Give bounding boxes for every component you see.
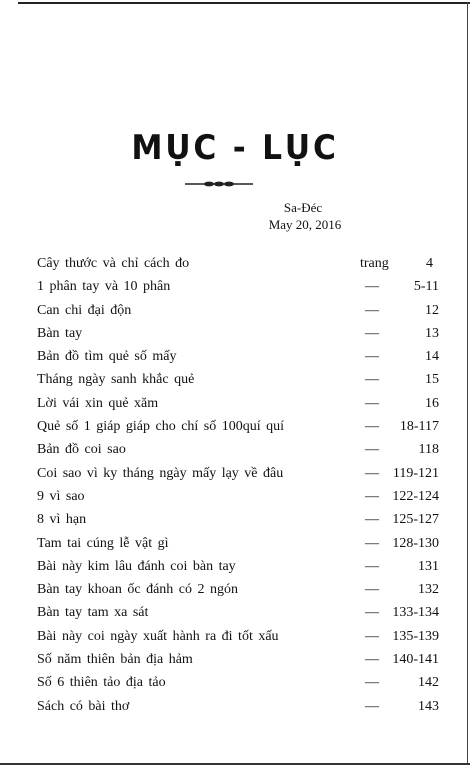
toc-entry <box>37 299 439 322</box>
toc-entry-dash: — <box>365 652 379 668</box>
toc-entry-dash: — <box>365 325 379 341</box>
toc-entry-title: Bản đồ tìm quẻ số mấy <box>37 349 177 365</box>
toc-entry-page: 140-141 <box>392 652 439 668</box>
toc-entry-title: Bản đồ coi sao <box>37 442 126 458</box>
toc-entry <box>37 415 439 438</box>
toc-entry <box>37 555 439 578</box>
toc-entry <box>37 601 439 624</box>
toc-entry-dash: — <box>365 442 379 458</box>
place-name: Sa-Đéc <box>283 200 323 215</box>
table-of-contents <box>37 252 439 718</box>
toc-entry-page: 142 <box>418 675 439 691</box>
toc-entry-page: 133-134 <box>392 605 439 621</box>
toc-entry-title: Cây thước và chỉ cách đo <box>37 256 190 271</box>
toc-entry-title: Tam tai cúng lễ vật gì <box>37 535 169 551</box>
toc-entry-title: Bài này kim lâu đánh coi bàn tay <box>37 558 236 574</box>
toc-entry-dash: — <box>365 558 379 574</box>
top-border-line <box>18 2 470 4</box>
toc-entry-page: 18-117 <box>399 419 439 435</box>
toc-entry-title: Số 6 thiên tảo địa tảo <box>37 675 166 691</box>
toc-entry-title: 8 vì hạn <box>37 512 87 528</box>
toc-entry-dash: — <box>365 372 379 388</box>
toc-entry <box>37 508 439 531</box>
toc-entry <box>37 695 439 718</box>
toc-entry-title: Can chi đại độn <box>37 302 132 318</box>
toc-entry-dash: — <box>365 605 379 621</box>
toc-entry-title: 1 phân tay và 10 phân <box>37 279 171 295</box>
toc-entry-dash: — <box>365 419 379 435</box>
toc-entry-dash: — <box>365 465 379 481</box>
toc-entry-page: 143 <box>418 698 439 714</box>
toc-entry <box>37 345 439 368</box>
toc-entry <box>37 275 439 298</box>
toc-entry-dash: — <box>365 535 379 551</box>
toc-entry-page: 16 <box>425 395 439 411</box>
toc-entry <box>37 578 439 601</box>
toc-entry-page: 13 <box>425 325 439 341</box>
toc-entry-title: Coi sao vì ky tháng ngày mấy lạy về đâu <box>37 465 284 481</box>
toc-entry <box>37 392 439 415</box>
trang-label: trang <box>360 256 389 271</box>
toc-entry-dash: — <box>365 302 379 318</box>
toc-entry <box>37 368 439 391</box>
toc-entry-page: 4 <box>426 256 433 271</box>
toc-entry-title: 9 vì sao <box>37 488 85 504</box>
toc-entry-title: Tháng ngày sanh khắc quẻ <box>37 372 195 388</box>
toc-entry <box>37 671 439 694</box>
toc-entry-dash: — <box>365 628 379 644</box>
toc-entry <box>37 648 439 671</box>
toc-entry-title: Bài này coi ngày xuất hành ra đi tốt xấu <box>37 628 279 644</box>
toc-entry <box>37 532 439 555</box>
toc-entry-page: 12 <box>425 302 439 318</box>
toc-entry-title: Quẻ số 1 giáp giáp cho chí số 100quí quí <box>37 419 285 435</box>
title-ornament <box>185 180 253 188</box>
toc-entry <box>37 485 439 508</box>
toc-entry-title: Lời vái xin quẻ xăm <box>37 395 159 411</box>
toc-entry-page: 14 <box>425 349 439 365</box>
toc-entry-dash: — <box>365 512 379 528</box>
page-title: MỤC - LỤC <box>131 128 339 168</box>
toc-entry <box>37 462 439 485</box>
toc-entry-dash: — <box>365 349 379 365</box>
toc-entry-page: 119-121 <box>392 465 439 481</box>
toc-entry-dash: — <box>365 675 379 691</box>
toc-entry-title: Bàn tay <box>37 325 83 341</box>
toc-entry-title: Bàn tay khoan ốc đánh có 2 ngón <box>37 582 239 598</box>
toc-header-row <box>37 252 439 275</box>
toc-entry-dash: — <box>365 698 379 714</box>
toc-entry-dash: — <box>365 488 379 504</box>
toc-entry-dash: — <box>365 395 379 411</box>
toc-entry-title: Số năm thiên bản địa hảm <box>37 652 193 668</box>
toc-entry-page: 15 <box>425 372 439 388</box>
toc-entry-page: 135-139 <box>392 628 439 644</box>
toc-entry <box>37 438 439 461</box>
toc-entry-page: 132 <box>418 582 439 598</box>
toc-entry-page: 5-11 <box>413 279 439 295</box>
toc-entry-page: 131 <box>418 558 439 574</box>
toc-entry-page: 118 <box>418 442 439 458</box>
toc-entry-dash: — <box>365 279 379 295</box>
date-line: May 20, 2016 <box>268 217 342 232</box>
toc-entry-title: Bàn tay tam xa sát <box>37 605 149 621</box>
toc-entry-page: 128-130 <box>392 535 439 551</box>
toc-entry-page: 125-127 <box>392 512 439 528</box>
toc-entry <box>37 625 439 648</box>
toc-entry-page: 122-124 <box>392 488 439 504</box>
right-border-line <box>467 2 468 765</box>
toc-entry-title: Sách có bài thơ <box>37 698 130 714</box>
toc-entry-dash: — <box>365 582 379 598</box>
bottom-border-line <box>0 763 470 765</box>
toc-entry <box>37 322 439 345</box>
